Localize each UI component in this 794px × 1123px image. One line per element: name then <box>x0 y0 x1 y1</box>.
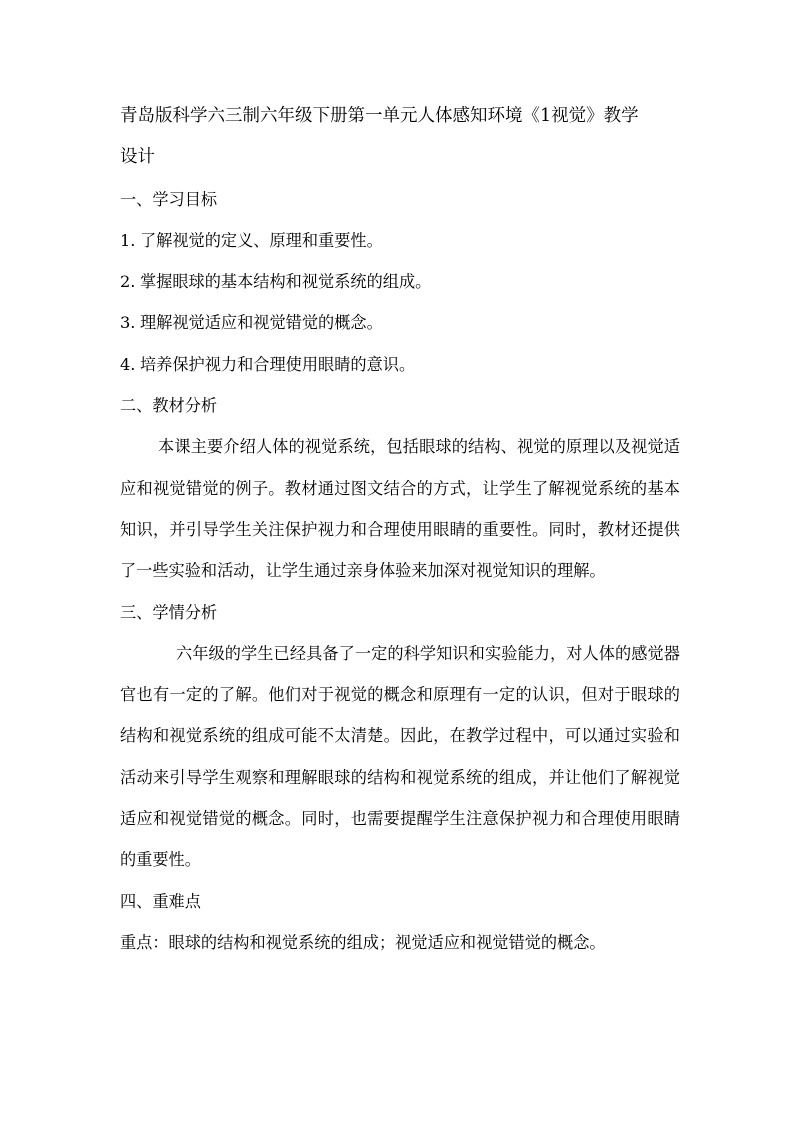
section-heading-objectives: 一、学习目标 <box>120 189 218 209</box>
objective-number: 2. <box>120 272 136 292</box>
section-heading-student-analysis: 三、学情分析 <box>120 602 218 622</box>
key-points-text: 重点：眼球的结构和视觉系统的组成；视觉适应和视觉错觉的概念。 <box>120 932 606 952</box>
student-analysis-paragraph: 六年级的学生已经具备了一定的科学知识和实验能力，对人体的感觉器官也有一定的了解。他们对于视觉的概念和原理有一定的认识，但对于眼球的结构和视觉系统的组成可能不太清楚。因此，在教学过程中，可以通过实验和活动来引导学生观察和理解眼球的结构和视觉系统的组成，并让他们了解视觉适应和视觉错觉的概念。同时，也需要提醒学生注意保护视力和合理使用眼睛的重要性。 <box>120 643 680 870</box>
objective-text: 培养保护视力和合理使用眼睛的意识。 <box>140 354 416 374</box>
objective-item <box>120 302 680 343</box>
section-heading-textbook-analysis: 二、教材分析 <box>120 396 218 416</box>
objective-item <box>120 344 680 385</box>
textbook-analysis-paragraph: 本课主要介绍人体的视觉系统，包括眼球的结构、视觉的原理以及视觉适应和视觉错觉的例子。教材通过图文结合的方式，让学生了解视觉系统的基本知识，并引导学生关注保护视力和合理使用眼睛的重要性。同时，教材还提供了一些实验和活动，让学生通过亲身体验来加深对视觉知识的理解。 <box>120 437 680 581</box>
objective-number: 4. <box>120 354 136 374</box>
objective-text: 掌握眼球的基本结构和视觉系统的组成。 <box>140 272 432 292</box>
document-body <box>120 96 680 963</box>
objective-item <box>120 261 680 302</box>
document-title-line-1: 青岛版科学六三制六年级下册第一单元人体感知环境《1视觉》教学 <box>120 106 639 126</box>
objective-item <box>120 220 680 261</box>
objective-number: 3. <box>120 313 136 333</box>
objective-text: 了解视觉的定义、原理和重要性。 <box>140 230 383 250</box>
section-heading-key-points: 四、重难点 <box>120 891 201 911</box>
document-title-line-2: 设计 <box>120 147 155 168</box>
objective-number: 1. <box>120 230 136 250</box>
objective-text: 理解视觉适应和视觉错觉的概念。 <box>140 313 383 333</box>
